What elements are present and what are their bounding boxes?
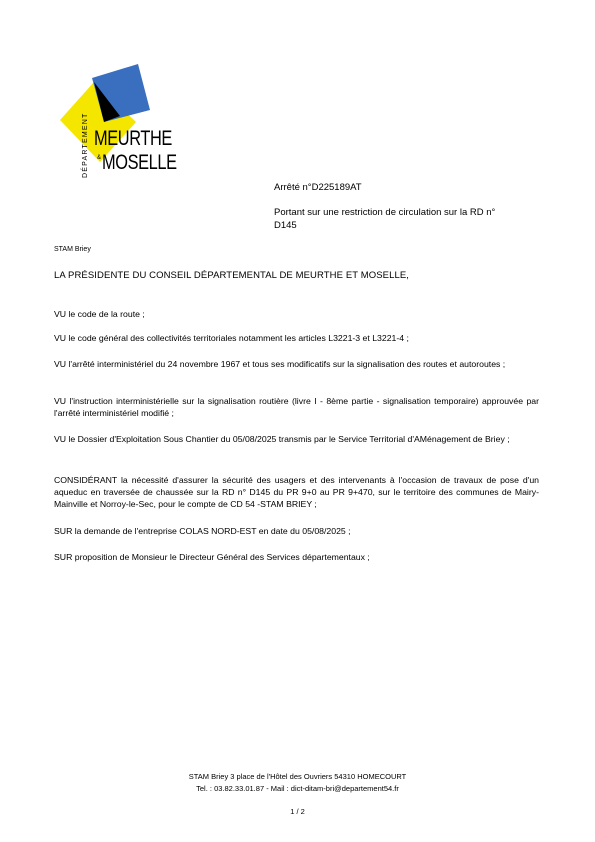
- arrete-number: Arrêté n°D225189AT: [274, 182, 362, 193]
- paragraph-sur-demande: SUR la demande de l'entreprise COLAS NORD-EST en date du 05/08/2025 ;: [54, 526, 351, 536]
- paragraph-vu-code-route: VU le code de la route ;: [54, 309, 145, 319]
- footer-address: STAM Briey 3 place de l'Hôtel des Ouvriers 54310 HOMECOURT: [188, 772, 407, 781]
- paragraph-vu-arrete-1967: VU l'arrêté interministériel du 24 novembre 1967 et tous ses modificatifs sur la signalisation des routes et autoroutes ;: [54, 359, 506, 369]
- logo-ampersand: &: [97, 155, 102, 161]
- paragraph-considerant: CONSIDÉRANT la nécessité d'assurer la sécurité des usagers et des intervenants à l'occasion de travaux de pose d'un aqueduc en traversée de chaussée sur la RD n° D145 du PR 9+0 au PR 9+470, sur le territoire des communes de Mairy-Mainville et Norroy-le-Sec, pour le compte de CD 54 -STAM BRIEY ;: [54, 475, 539, 509]
- paragraph-sur-proposition: SUR proposition de Monsieur le Directeur Général des Services départementaux ;: [54, 552, 370, 562]
- paragraph-vu-cgct: VU le code général des collectivités territoriales notamment les articles L3221-3 et L3221-4 ;: [54, 333, 409, 343]
- logo-vertical-text: DÉPARTEMENT: [82, 112, 89, 178]
- footer-contact: Tel. : 03.82.33.01.87 - Mail : dict-ditam-bri@departement54.fr: [196, 784, 399, 793]
- service-label: STAM Briey: [54, 246, 91, 253]
- logo-meurthe: MEURTHE: [94, 127, 172, 150]
- paragraph-vu-instruction: VU l'instruction interministérielle sur la signalisation routière (livre I - 8ème partie - signalisation temporaire) approuvée par l'arrêté interministériel modifié ;: [54, 396, 539, 418]
- logo-moselle: MOSELLE: [102, 151, 177, 174]
- page-number: 1 / 2: [290, 807, 305, 816]
- document-title: LA PRÉSIDENTE DU CONSEIL DÉPARTEMENTAL DE MEURTHE ET MOSELLE,: [54, 270, 410, 281]
- paragraph-vu-dossier: VU le Dossier d'Exploitation Sous Chantier du 05/08/2025 transmis par le Service Territorial d'AMénagement de Briey ;: [54, 434, 510, 444]
- arrete-subject: Portant sur une restriction de circulation sur la RD n° D145: [274, 207, 496, 231]
